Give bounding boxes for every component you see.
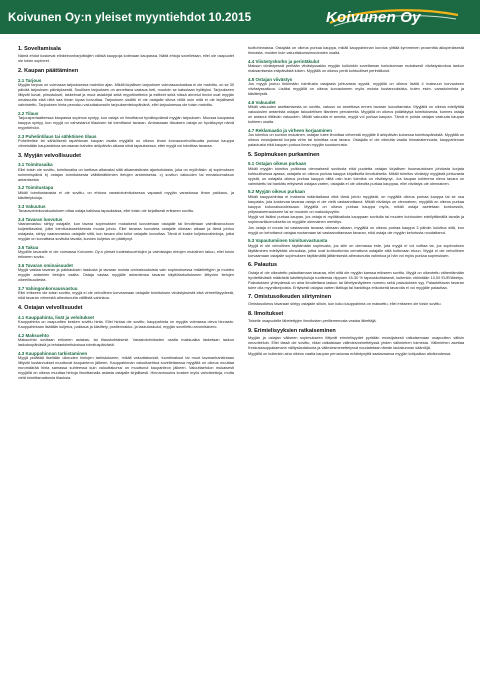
paragraph: Mikäli kauppahintaa ei makseta määräaikana eikä tämä johdu myyjästä, on myyjällä oikeus purkaa kauppa tai se osa kaupasta, jota koskevaa tavaraa ostaja ei ole vielä vastaanottanut. Mikäli viivästys on olennainen, myyjällä on oikeus purkaa kauppa kokonaisuudessaan. Myyjällä on oikeus purkaa kauppa myös, mikäli ostaja asetetaan konkurssiin, yrityssaneeraukseen tai se muutoin on maksukyvytön. bbox=[248, 194, 464, 214]
document-title: Koivunen Oy:n yleiset myyntiehdot 10.2015 bbox=[8, 10, 252, 24]
paragraph: Myyjä pidättää itsellään oikeuden hintojen tarkistukseen, mikäli valuuttakurssit, tuontimaksut tai muut tavaranhankintaan liittyvät kustannukset muuttuvat kaupanteon jälkeen. Kauppahinnan valuuttaehtoa sovellettaessa myyjällä on oikeus muuttaa euromäärää hinta samassa suhteessa kuin valuuttakurssi on muuttunut kaupanteon jälkeen. Valuuttaehdon mukaisesti myyjällä on oikeus muuttaa hintoja ilmoittamalla asiasta ostajalle kirjallisesti. Hinnanmuutos koskee myös vahvistettuja, mutta vielä toimittamattomia tilauksia. bbox=[18, 356, 234, 381]
section-heading: 1. Soveltamisala bbox=[18, 46, 61, 52]
subsection-heading: 4.2 Maksuehto bbox=[18, 332, 50, 338]
paragraph: Tavaravahinkovakuutuksen ottaa ostaja kaikissa tapauksissa, ellei toisin ole kirjallisesti erikseen sovittu. bbox=[18, 209, 195, 214]
paragraph: Myydille tavaralle ei ole voimassa Koivunen Oy:n yleiset tuotetakuuehtojen ja valmistajan ehtojen mukainen takuu, ellei toisin erikseen sovita. bbox=[18, 250, 234, 260]
paragraph: Maksun viivästyessä peritään viivästyssakko myyjän kulloinkin soveltaman korkokannan mukaisesti viivästyskorkoa laskun maksamisesta eräpäivästä lukien. Myyjällä on oikeus periä kohtuulliset perintäkulut. bbox=[248, 64, 464, 74]
paragraph: Kauppahinta on osapuolten kesken sovittu hinta. Ellei hintaa ole sovittu, kauppahinta on myyjän voimassa oleva hinnasto. Kauppahintaan lisätään kuljetus, pakkaus ja käsittely, postiennakko- ja laskutuskulut, myyjän sovellettu arvonlisävero. bbox=[18, 320, 234, 330]
paragraph: Myyjä ei ole velvollinen täyttämään sopimusta, jos sille on olemassa este, jota myyjä ei voi voittaa tai, jos sopimuksen täyttäminen edellyttäisi uhrauksia, jotka ovat kohtuuttomia verrattuna ostajalle siitä koituvaan etuun. Myyjä ei ole velvollinen korvaamaan ostajalle sopimuksen täyttämättä jättämisestä aiheutunutta vahinkoa ja hän voi myös purkaa sopimuksen. bbox=[248, 243, 464, 258]
paragraph: Jos ostaja ei nouda tai vastaanota tavaraa oikeaan aikaan, myyjällä on oikeus purkaa kauppa 3 päivän kuluttua siitä, kun myyjä on kehottanut ostajaa noutamaan tai vastaanottamaan tavaran, eikä ostaja ole myyjän kehotusta noudattanut. bbox=[248, 225, 464, 235]
section-heading: 2. Kaupan päättäminen bbox=[18, 67, 79, 74]
paragraph: Myyjän tarjous on voimassa tarjouksessa mainitun ajan. Mikäli kirjallisen tarjouksen voimassaoloaikaa ei ole mainittu, on se 30 päivää tarjouksen päiväyksestä. Suullisen tarjouksen on annettava vastaus heti, muutoin se katsotaan hylätyksi. Tarjoukseen liittyvät kuvat, piirustukset, laskelmat ja muut asiakirjat sekä myyntiluettelot ja esitteet sekä niissä annetut tiedot ovat myyjän omaisuutta eikä niitä saa ilman lupaa luovuttaa. Tarjouksen sisältö ei ole ostajalle sitova niiltä osin mitä ei ole kirjallisesti vahvistettu. Tarjouksen hinta perustuu valuuttakurssiin tarjouksentekopäivänä, ellei tarjouksessa ole toisin mainittu. bbox=[18, 83, 234, 107]
paragraph: Myyjä voi lisäksi purkaa kaupan, jos ostaja ei myötävaikuta kauppaan sovitulla tai muuten kohtuuden edellyttämällä tavalla ja sopimusrikkomuksella on myyjälle olennainen merkitys. bbox=[248, 215, 464, 225]
paragraph: Mikäli vakuuden asettamisesta on sovittu, vakuus on annettava ennen tavaran luovuttamista. Myyjällä on oikeus edellyttää vakuuksien antamista ostajan taloudellisen tilanteen perusteella. Myyjällä on oikeus pidättäytyä toimituksesta, kunnes ostaja on antanut riittävän vakuuden. Mikäli vakuutta ei anneta, myyjä voi purkaa kaupan. Tämä ei poista ostajan vastuuta kaupan kohteen osalta. bbox=[248, 105, 464, 125]
paragraph: Ostaja ei ole oikeutettu palauttamaan tavaraa, ellei siitä ole myyjän kanssa erikseen sovittu. Myyjä on oikeutettu vähentämään hyvitettävästä määrästä käsittelykuluja tuotteesta riippuen 15-30 % tapauskohtaisesti, kuitenkin vähintään 10,00 EUR/lähetys. Palautuksen yhteydessä on aina ilmoitettava laskun tai lähetysnäytteen numero sekä palautuksen syy. Palautettavan tavaran tulee olla myyntikelpoista. Erityisesti ostajaa varten tilattuja tai hankittuja erikoiseriä tavaroita ei voi myyjälle palauttaa. bbox=[248, 270, 464, 290]
section-heading: 3. Myyjän velvollisuudet bbox=[18, 152, 81, 159]
paragraph: Maksuehto sovitaan erikseen asiakas- tai tilauskohtaisesti. Varastotoimitusten osalta maksuaika lasketaan laskun laskutuspäivästä ja tehdastoimituksissa toimituspäivästä. bbox=[18, 338, 234, 348]
paragraph: Myyjä vastaa tavaran ja pakkauksen laadusta ja tavaran muista ominaisuuksista vain sopimuksessa määriteltyjen ja muiden myyjän antamien tietojen osalta. Ostaja vastaa myyjälle antamiensa tavaran käyttötarkoitukseen liittyvien tietojen oikeellisuudesta. bbox=[18, 268, 234, 283]
subsection-heading: 3.3 Vakuutus bbox=[18, 203, 46, 209]
paragraph: Vaaranvastuu siirtyy ostajalle, kun tavara sopimuksen mukaisesti luovutetaan ostajalle tai ilmoitetaan valmiiksinoutoon kuljetettavaksi, jollei toimituslausekkeesta muuta johdu. Ellei tavaraa luovuteta ostajalle oikeaan aikaan ja tämä johtuu ostajasta, siirtyy vaaranvastuu ostajalle siitä, kun tavara olisi tullut ostajalle luovuttaa. Tämä ei koske kuljetusvahinkoja, jotka myyjän on korvattava sovitulla tavalla, kunnes kuljetus on päättynyt. bbox=[18, 222, 234, 242]
paragraph: Puhelimitse tai sähköisesti tapahtuvan kaupan osalta myyjällä on oikeus ilman korvausvelvollisuutta purkaa kauppa viimeistään kaupantekoa seuraavan kahden arkipäivän aikana siinä tapauksessa, ettei myyjä voi toimittaa tavaraa. bbox=[18, 139, 234, 149]
left-column bbox=[18, 46, 234, 674]
paragraph: Tarjousperiaatteessa kaupassa sopimus syntyy, kun ostaja on ilmoittanut hyväksyvänsä myyjän tarjouksen. Muussa kaupassa kauppa syntyy, kun myyjä on vahvistanut tilauksen tai toimittanut tavaran. Ambassaan tilauksen ostaja on hyväksynyt nämä myyntiehdot. bbox=[18, 116, 234, 131]
section-heading: 6. Palautus bbox=[248, 262, 278, 269]
subsection-heading: 5.3 Vapautumiinen toimitusvastuusta bbox=[248, 238, 328, 244]
section-heading: 5. Sopimuksen purkaminen bbox=[248, 151, 320, 158]
section-heading: 4. Ostajan velvollisuudet bbox=[18, 304, 83, 311]
logo-text: Koivunen Oy bbox=[326, 8, 421, 26]
section-heading: 7. Omistusoikeuden siirtyminen bbox=[248, 294, 332, 301]
subsection-heading: 4.6 Vakuudet bbox=[248, 99, 276, 105]
subsection-heading: 2.1 Tarjous bbox=[18, 77, 42, 83]
subsection-heading: 4.3 Kauppahinnan tarkistaminen bbox=[18, 350, 88, 356]
paragraph: tuottohinnassa. Ostajalla on oikeus purkaa kauppa, mikäli kauppahinnan korotus ylittää kymmenen prosenttia alkuperäisestä hinnasta, muiden kuin valuuttakurssimuutosten osalta. bbox=[248, 46, 464, 55]
subsection-heading: 3.6 Tavaran ominaisuudet bbox=[18, 262, 73, 268]
subsection-heading: 5.1 Ostajan oikeus purkaan bbox=[248, 161, 307, 167]
paragraph: Jos myyjä joutuu tinkimään toimitusta ostajasta johtuvasta syystä, myyjällä on oikeus lisätä 4 maksuun korvauksen viivästyssakkoa. Lisäksi myyjällä on oikeus korvaukseen myös muista kustannuksista, kuten esim. varastoinnista ja käsittelystä. bbox=[248, 82, 464, 97]
paragraph: Toiselle osapuolelle lähetettyjen ilmoitusten perillemenosta vastaa lähettäjä. bbox=[248, 319, 377, 324]
document-header bbox=[0, 0, 480, 34]
subsection-heading: 3.7 Vahingonkorvausvastuu bbox=[18, 285, 78, 291]
paragraph: Ellei toisin ole sovittu, toimitusaika on luettava alkavaksi siitä alkamaisitusta ajankohdasta, joka on myöhäisin: a) sopimuksen solmimispäivä b) ostajan toimituksesta välttämättömien tietojen antamisesta. c) sovitun vakuuden tai ennakkomaksun antamisesta bbox=[18, 167, 234, 182]
subsection-heading: 3.2 Toimitustapa bbox=[18, 185, 54, 191]
subsection-heading: 4.5 Ostajan viivästys bbox=[248, 76, 293, 82]
paragraph: Myyjän ja ostajan väliseen sopimukseen liittyvät erimielisyydet pyritään ensisijaisesti ratkaisemaan osapuolten välisin neuvotteluin. Ellei tässä ole sovittu, riidat ratkaistaan välimiesmenettelyssä yhden välimiehen toimesta. Välimiehen asettaa Keskuskauppakamarin välityslautakunta ja välimiesmenettelyssä noudatetaan tämän lautakunnan sääntöjä. bbox=[248, 336, 464, 351]
paragraph: Nämä ehdot koskevat elinkeinonharjoittajien välisiä kauppoja kotimaan kaupassa. Näitä ehtoja sovelletaan, ellei ole osapuolet ole toisin sopineet. bbox=[18, 54, 234, 64]
subsection-heading: 4.4 Viivästyskorko ja perintäkulut bbox=[248, 58, 320, 64]
subsection-heading: 2.3 Puhelintilaus tai sähköinen tilaus bbox=[18, 133, 97, 139]
subsection-heading: 3.4 Tavaran luovutus bbox=[18, 216, 63, 222]
paragraph: Mikäli toimitustavasta ei ole sovittu, on ehtona varastotoimituksessa vapaasti myyjän varastossa ilman pakkaus- ja käsittelykuluja. bbox=[18, 191, 234, 200]
subsection-heading: 3.5 Takuu bbox=[18, 244, 39, 250]
subsection-heading: 2.2 Tilaus bbox=[18, 110, 39, 116]
subsection-heading: 5.2 Myyjän oikeus purkaan bbox=[248, 189, 306, 195]
subsection-heading: 4.7 Reklamaatio ja virheen korjaaminen bbox=[248, 127, 333, 133]
subsection-heading: 3.1 Toimitusaika bbox=[18, 162, 53, 168]
document-body bbox=[18, 46, 464, 674]
paragraph: Omistusoikeus tavaraan siirtyy ostajalle silloin, kun koko kauppahinta on maksettu, ellei erikseen ole toisin sovittu. bbox=[248, 302, 442, 307]
right-column bbox=[248, 46, 464, 674]
paragraph: Jos toimitus on sovitun mukainen, ostajan tulee ilmoittaa virheestä myyjälle 8 arkipäivän kuluessa toimituspäivästä. Myyjällä on oikeus ensisijaisesti korjata virhe tai toimittaa uusi tavara. Ostajalla ei ole oikeutta vaatia hinnanalennusta, kauppahinnan palautusta eikä kaupan purkua ilman myyjän suostumusta. bbox=[248, 133, 464, 148]
paragraph: Mikäli myyjän toimitus poikkeaa olennaisesti sovitusta eikä puutetta ostajan kirjallisen huomautuksen johdosta korjata kohtuullisessa ajassa, ostajalla on oikeus purkaa kauppa kirjallisella ilmoituksella. Mikäli toimitus viivästyy myyjästä johtuvasta syystä, on ostajalla oikeus purkaa kauppa niiltä osin kuin toimitus on viivästynyt. Jos kaupan kohteena oleva tavara on valmistettu tai hankittu erityisesti ostajaa varten, ostajalla ei ole oikeutta purkaa kauppaa, ellei viivästys ole olennainen. bbox=[248, 166, 464, 186]
section-heading: 9. Erimielisyyksien ratkaiseminen bbox=[248, 327, 336, 334]
section-heading: 8. Ilmoitukset bbox=[248, 310, 284, 317]
company-logo bbox=[326, 7, 462, 27]
paragraph: Myyjällä on kuitenkin aina oikeus vaatia kaupan perustuvaa erääntynyttä saatavaansa myyjän kotipaikan alioikeudessa. bbox=[248, 351, 452, 356]
subsection-heading: 4.1 Kauppahinta, lisät ja veloitukset bbox=[18, 314, 95, 320]
paragraph: Ellei erikseen ole toisin sovittu, myyjä ei ole velvollinen korvaamaan ostajalle toimituksen viivästyksestä eikä virheellisyydestä, eikä tavaran virheestä aiheutunutta välillistä vahinkoa. bbox=[18, 291, 234, 301]
